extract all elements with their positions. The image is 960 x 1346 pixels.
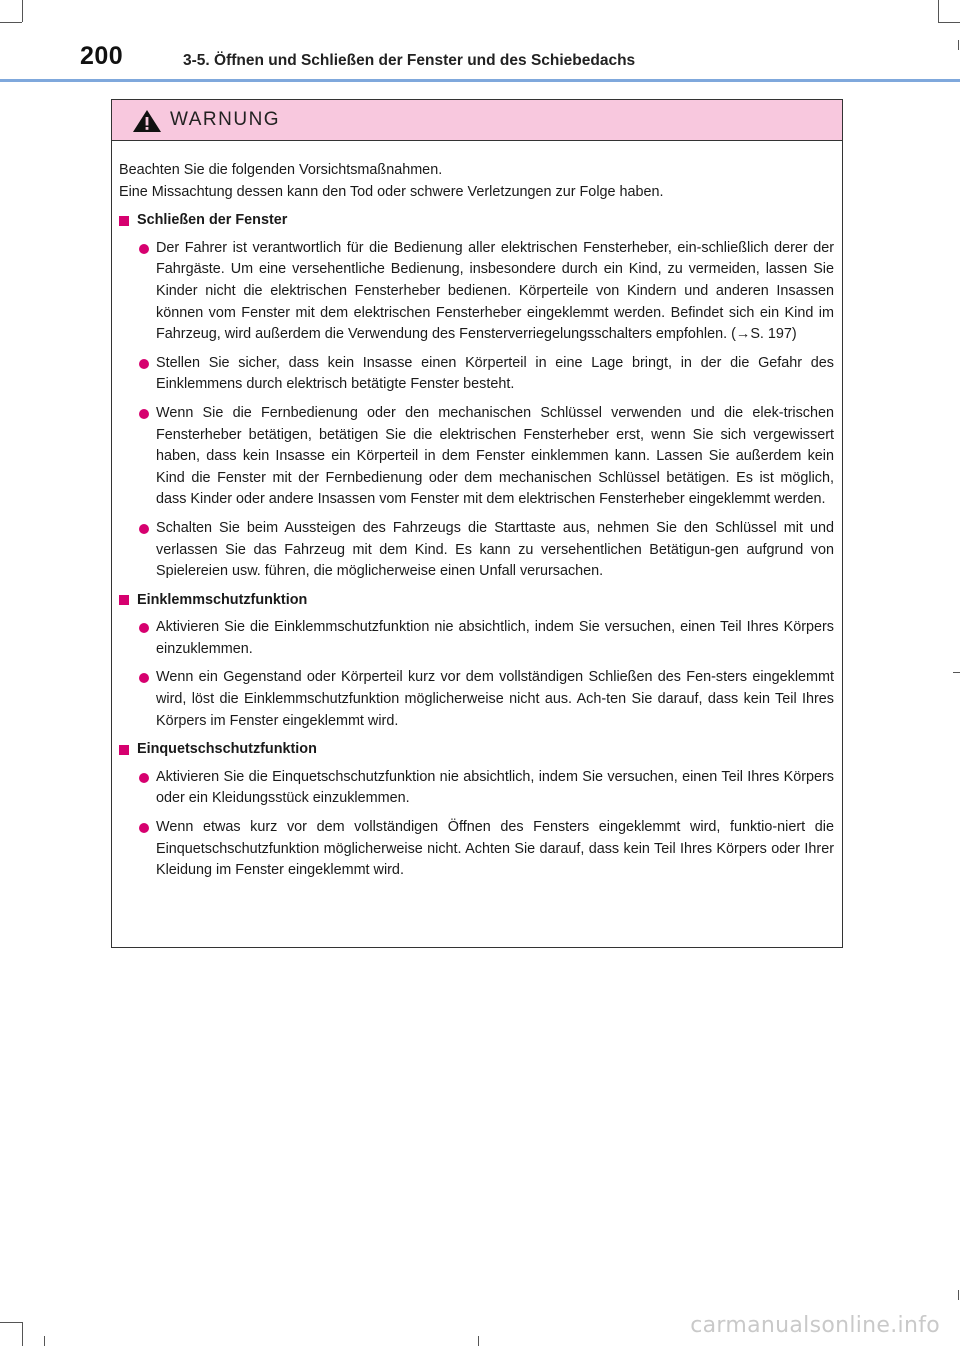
list-item-text: Wenn Sie die Fernbedienung oder den mechanischen Schlüssel verwenden und die elek-trischen Fensterheber betätigen, betätigen Sie die elektrischen Fensterheber erst, wenn Sie sich vergewissert haben, dass kein Insasse ein Körperteil in dem Fenster einklemmen kann. Lassen Sie außerdem kein Kind die Fenster mit der Fernbedienung oder dem mechanischen Schlüssel betätigen. Es ist möglich, dass Kinder oder andere Insassen vom Fenster mit dem elektrischen Fensterheber eingeklemmt werden. [156, 404, 834, 508]
crop-mark [478, 1336, 479, 1346]
crop-mark [0, 1322, 22, 1323]
list-item-text: Schalten Sie beim Aussteigen des Fahrzeugs die Starttaste aus, nehmen Sie den Schlüssel mit und verlassen Sie das Fahrzeug mit dem Kind. Es kann zu versehentlichen Betätigun-gen aufgrund von Spielereien usw. führen, die möglicherweise einen Unfall verursachen. [156, 519, 834, 580]
header-rule [0, 79, 960, 82]
list-item [119, 667, 834, 732]
section-heading [119, 590, 834, 612]
intro-line: Eine Missachtung dessen kann den Tod oder schwere Verletzungen zur Folge haben. [119, 183, 664, 200]
list-item [119, 238, 834, 346]
warning-body [112, 141, 842, 882]
warning-intro [119, 160, 834, 203]
section-heading-text: Einquetschschutzfunktion [137, 741, 317, 758]
square-bullet-icon [119, 745, 129, 755]
warning-box [111, 99, 843, 948]
round-bullet-icon [139, 524, 149, 534]
list-item-text: Aktivieren Sie die Einklemmschutzfunktion nie absichtlich, indem Sie versuchen, einen Teil Ihres Körpers einzuklemmen. [156, 619, 834, 657]
watermark: carmanualsonline.info [690, 1313, 940, 1338]
square-bullet-icon [119, 595, 129, 605]
list-item-text: Wenn etwas kurz vor dem vollständigen Öffnen des Fensters eingeklemmt wird, funktio-niert die Einquetschschutzfunktion möglicherweise nicht. Achten Sie darauf, dass kein Teil Ihres Körpers oder Ihrer Kleidung im Fenster eingeklemmt wird. [156, 819, 834, 879]
section-heading [119, 739, 834, 761]
crop-mark [953, 672, 960, 673]
section-heading-text: Schließen der Fenster [137, 212, 288, 229]
crop-mark [938, 22, 960, 23]
chapter-title: 3-5. Öffnen und Schließen der Fenster und des Schiebedachs [183, 52, 636, 69]
intro-line: Beachten Sie die folgenden Vorsichtsmaßnahmen. [119, 162, 443, 178]
list-item-text: Stellen Sie sicher, dass kein Insasse einen Körperteil in eine Lage bringt, in der die Gefahr des Einklemmens durch elektrisch betätigte Fenster besteht. [156, 354, 834, 393]
crop-mark [938, 0, 939, 22]
list-item [119, 817, 834, 882]
crop-mark [22, 1322, 23, 1346]
crop-mark [958, 1290, 959, 1300]
round-bullet-icon [139, 359, 149, 369]
list-item [119, 767, 834, 810]
warning-triangle-icon [132, 109, 162, 133]
warning-title: WARNUNG [170, 109, 281, 130]
round-bullet-icon [139, 673, 149, 683]
warning-header [112, 100, 842, 141]
list-item-text: Der Fahrer ist verantwortlich für die Bedienung aller elektrischen Fensterheber, ein-schließlich derer der Fahrgäste. Um eine versehentliche Bedienung, insbesondere durch ein Kind, zu vermeiden, lassen Sie Kinder nicht die elektrischen Fensterheber bedienen. Körperteile von Kindern und anderen Insassen können vom Fenster mit dem elektrischen Fensterheber eingeklemmt werden. Befindet sich ein Kind im Fahrzeug, wird außerdem die Verwendung des Fensterverriegelungsschalters empfohlen. (→S. 197) [156, 239, 834, 343]
list-item [119, 353, 834, 396]
list-item [119, 617, 834, 660]
round-bullet-icon [139, 623, 149, 633]
section-heading-text: Einklemmschutzfunktion [137, 591, 308, 608]
crop-mark [0, 22, 22, 23]
list-item [119, 403, 834, 511]
crop-mark [22, 0, 23, 22]
page-number: 200 [80, 42, 124, 70]
list-item [119, 518, 834, 583]
round-bullet-icon [139, 773, 149, 783]
list-item-text: Aktivieren Sie die Einquetschschutzfunktion nie absichtlich, indem Sie versuchen, einen Teil Ihres Körpers oder ein Kleidungsstück einzuklemmen. [156, 768, 834, 807]
round-bullet-icon [139, 409, 149, 419]
round-bullet-icon [139, 244, 149, 254]
crop-mark [958, 40, 959, 50]
section-heading [119, 210, 834, 232]
list-item-text: Wenn ein Gegenstand oder Körperteil kurz vor dem vollständigen Schließen des Fen-sters eingeklemmt wird, löst die Einklemmschutzfunktion möglicherweise nicht aus. Ach-ten Sie darauf, dass kein Teil Ihres Körpers im Fenster eingeklemmt wird. [156, 669, 834, 729]
round-bullet-icon [139, 823, 149, 833]
crop-mark [44, 1336, 45, 1346]
square-bullet-icon [119, 216, 129, 226]
